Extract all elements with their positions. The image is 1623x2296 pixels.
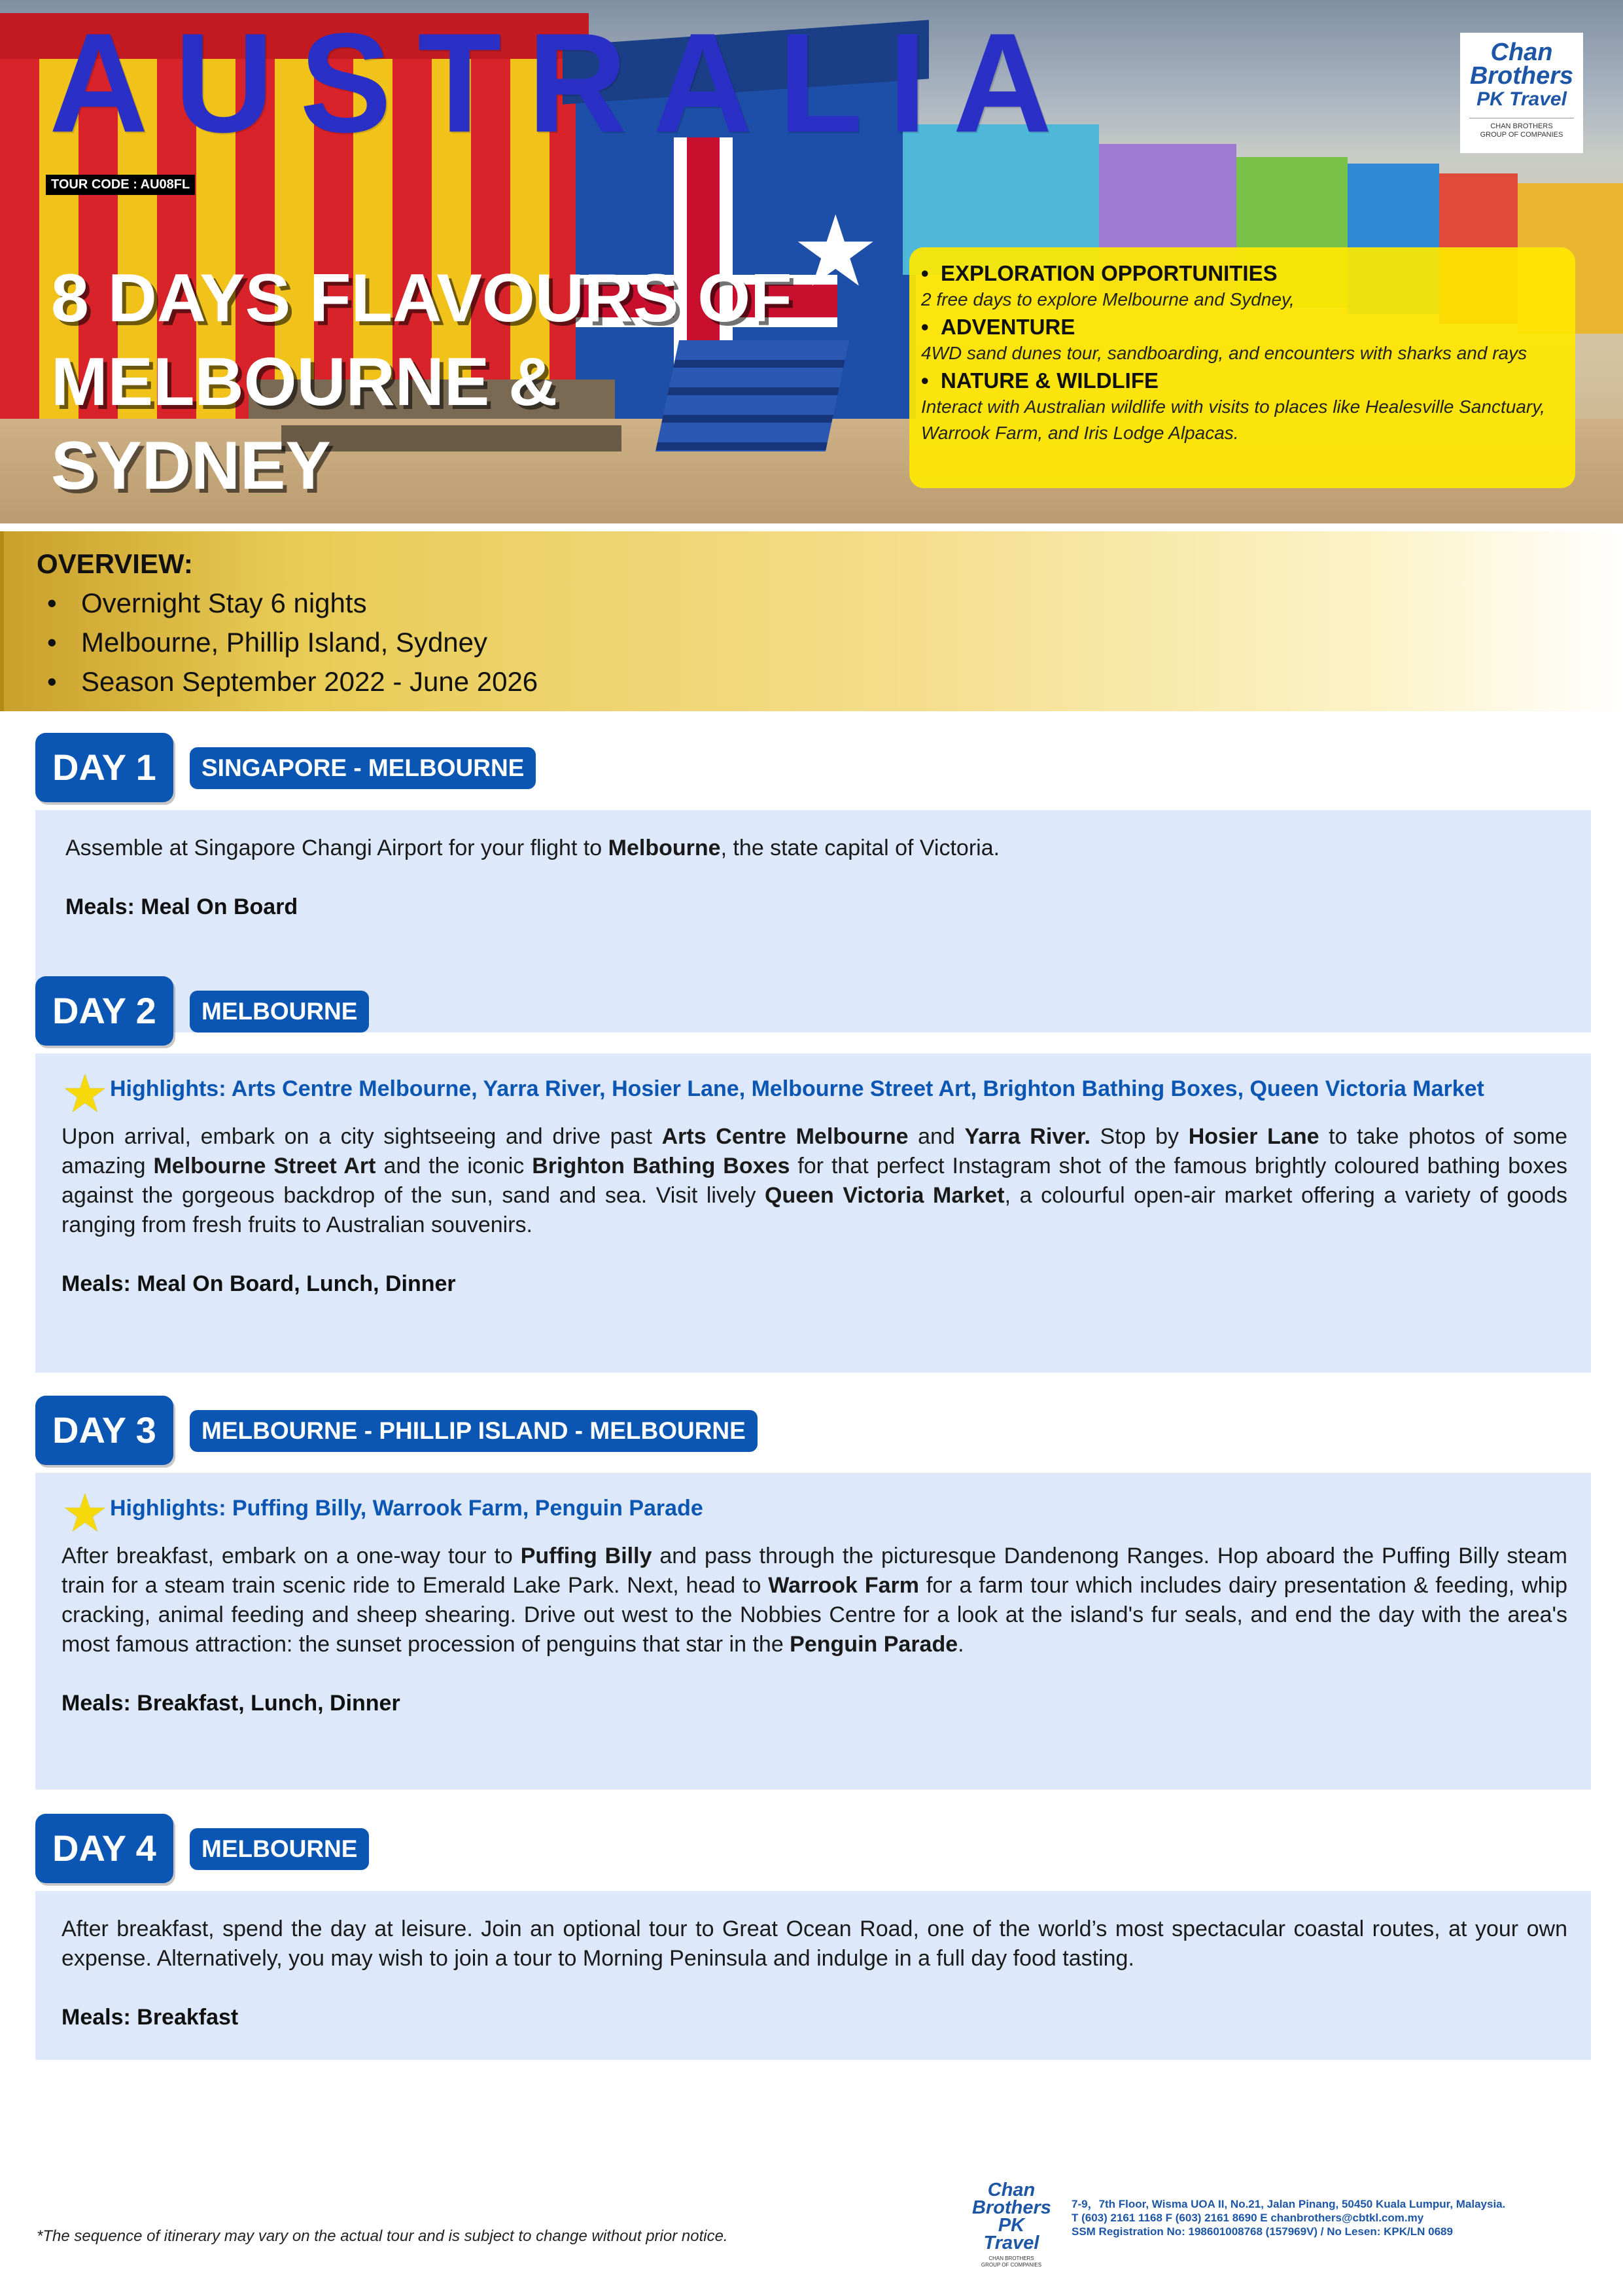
day-3-description: After breakfast, embark on a one-way tour to Puffing Billy and pass through the picturesque Dandenong Ranges. Hop aboard the Puffing Billy steam train for a steam train scenic ride to Emerald Lake Park. Next, head to Warrook Farm for a farm tour which includes dairy presentation & feeding, whip cracking, animal feeding and sheep shearing. Drive out west to the Nobbies Centre for a look at the island's fur seals, and end the day with the area's most famous attraction: the sunset procession of penguins that star in the Penguin Parade.: [61, 1544, 1568, 1657]
company-address: [1072, 2197, 1595, 2238]
footer-logo: [972, 2180, 1051, 2268]
highlight-description: 4WD sand dunes tour, sandboarding, and encounters with sharks and rays: [921, 343, 1527, 363]
tour-highlights-box: [909, 247, 1575, 488]
day-2-description: Upon arrival, embark on a city sightseeing and drive past Arts Centre Melbourne and Yarra River. Stop by Hosier Lane to take photos of some amazing Melbourne Street Art and the iconic Brighton Bathing Boxes for that perfect Instagram shot of the famous brightly coloured bathing boxes against the gorgeous backdrop of the sun, sand and sea. Visit lively Queen Victoria Market, a colourful open-air market offering a variety of goods ranging from fresh fruits to Australian souvenirs.: [61, 1124, 1567, 1237]
logo-text: Chan: [987, 2180, 1036, 2200]
highlight-description: Interact with Australian wildlife with visits to places like Healesville Sanctuary, Warrook Farm, and Iris Lodge Alpacas.: [921, 397, 1545, 443]
logo-text: PK Travel: [1476, 88, 1567, 110]
day-3-meals: Meals: Breakfast, Lunch, Dinner: [61, 1691, 400, 1716]
logo-tagline: CHAN BROTHERS GROUP OF COMPANIES: [981, 2255, 1042, 2268]
logo-text: PK Travel: [983, 2215, 1039, 2253]
day-3-route: MELBOURNE - PHILLIP ISLAND - MELBOURNE: [190, 1410, 758, 1452]
logo-text: Brothers: [1469, 62, 1574, 90]
southern-star-icon: ★: [792, 195, 880, 309]
day-2-route: MELBOURNE: [190, 991, 369, 1033]
day-1-route: SINGAPORE - MELBOURNE: [190, 747, 536, 789]
logo-text: Chan: [1490, 39, 1553, 66]
day-2-meals: Meals: Meal On Board, Lunch, Dinner: [61, 1271, 456, 1296]
star-icon: ★: [61, 1063, 109, 1124]
tour-title-line: SYDNEY: [51, 428, 331, 504]
address-line: 7-9，7th Floor, Wisma UOA II, No.21, Jalan Pinang, 50450 Kuala Lumpur, Malaysia.: [1072, 2198, 1506, 2210]
tour-code: TOUR CODE : AU08FL: [46, 175, 195, 195]
highlight-description: 2 free days to explore Melbourne and Sydney,: [921, 289, 1295, 309]
overview-item: • Melbourne, Phillip Island, Sydney: [37, 623, 1623, 662]
hero-banner: [0, 0, 1623, 523]
overview-accent-bar: [0, 531, 4, 711]
day-2-highlights: [61, 1063, 1567, 1124]
day-1-description: Assemble at Singapore Changi Airport for your flight to Melbourne, the state capital of Victoria.: [65, 836, 1000, 860]
day-4-card: [35, 1891, 1591, 2060]
day-4-route: MELBOURNE: [190, 1828, 369, 1870]
tour-title-line: MELBOURNE &: [51, 344, 558, 420]
day-1-meals: Meals: Meal On Board: [65, 894, 298, 919]
highlight-heading: • NATURE & WILDLIFE: [921, 368, 1562, 394]
country-title: AUSTRALIA: [49, 3, 1079, 162]
day-4-meals: Meals: Breakfast: [61, 2005, 239, 2030]
logo-text: Brothers: [972, 2197, 1051, 2218]
overview-item: • Season September 2022 - June 2026: [37, 662, 1623, 701]
star-icon: ★: [61, 1483, 109, 1544]
highlight-heading: • ADVENTURE: [921, 314, 1562, 340]
itinerary-disclaimer: *The sequence of itinerary may vary on the actual tour and is subject to change without prior notice.: [37, 2227, 728, 2245]
day-4-description: After breakfast, spend the day at leisure. Join an optional tour to Great Ocean Road, one of the world’s most spectacular coastal routes, at your own expense. Alternatively, you may wish to join a tour to Morning Peninsula and indulge in a full day food tasting.: [61, 1916, 1567, 1971]
overview-section: [0, 531, 1623, 711]
tour-title-line: 8 DAYS FLAVOURS OF: [51, 260, 792, 336]
day-2-highlights-text: Highlights: Arts Centre Melbourne, Yarra River, Hosier Lane, Melbourne Street Art, Brighton Bathing Boxes, Queen Victoria Market: [110, 1076, 1484, 1101]
registration-line: SSM Registration No: 198601008768 (157969V) / No Lesen: KPK/LN 0689: [1072, 2225, 1453, 2238]
day-3-badge: DAY 3: [35, 1396, 173, 1465]
tour-title: [51, 256, 901, 508]
company-logo: [1460, 33, 1583, 153]
highlight-heading: • EXPLORATION OPPORTUNITIES: [921, 260, 1562, 287]
overview-title: OVERVIEW:: [37, 548, 193, 579]
day-3-highlights-text: Highlights: Puffing Billy, Warrook Farm, Penguin Parade: [110, 1496, 703, 1521]
overview-item: • Overnight Stay 6 nights: [37, 584, 1623, 623]
day-3-highlights: [61, 1483, 1567, 1544]
day-1-badge: DAY 1: [35, 733, 173, 802]
contact-line: T (603) 2161 1168 F (603) 2161 8690 E chanbrothers@cbtkl.com.my: [1072, 2212, 1424, 2224]
day-2-card: [35, 1053, 1591, 1373]
logo-tagline: CHAN BROTHERS GROUP OF COMPANIES: [1469, 118, 1574, 139]
day-4-badge: DAY 4: [35, 1814, 173, 1883]
day-2-badge: DAY 2: [35, 976, 173, 1046]
day-3-card: [35, 1473, 1591, 1790]
